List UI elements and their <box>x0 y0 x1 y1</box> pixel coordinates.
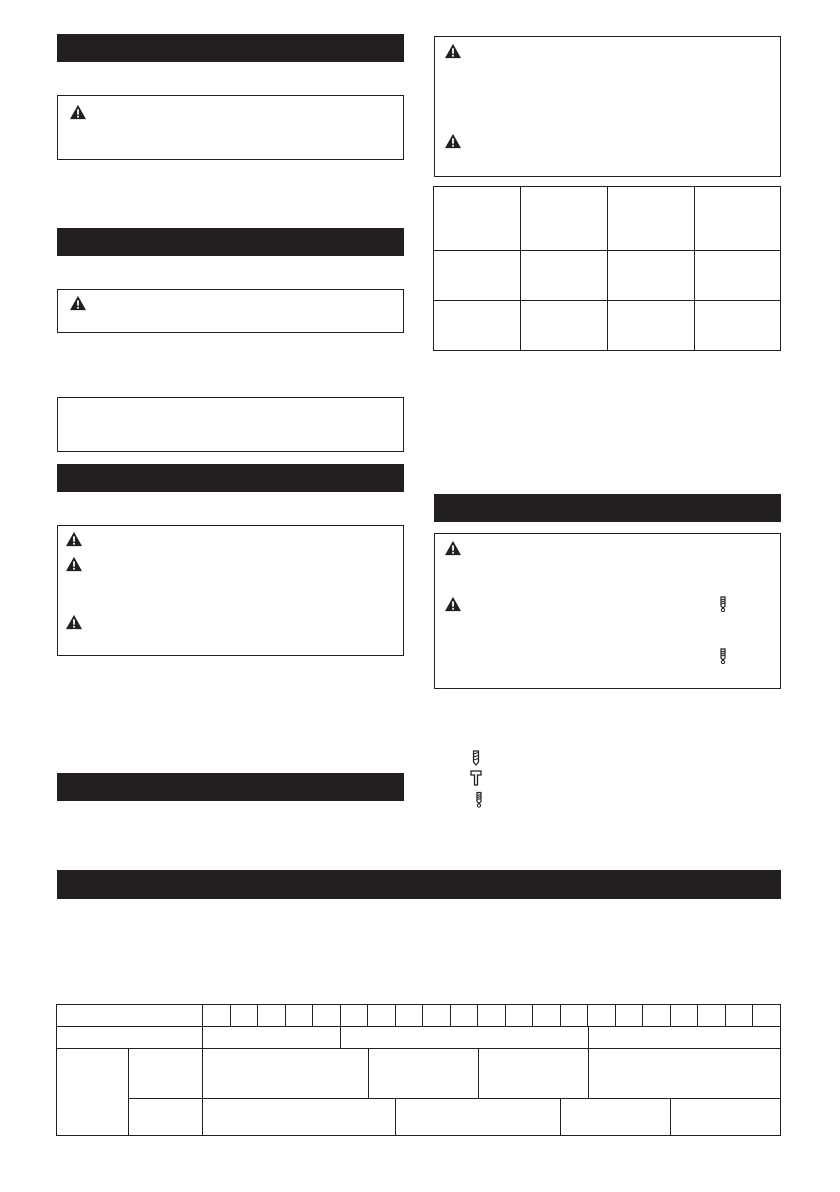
table-cell <box>395 1004 424 1027</box>
table-cell <box>588 1026 781 1049</box>
table-cell <box>725 1004 754 1027</box>
warning-icon <box>65 614 83 630</box>
table-cell <box>587 1004 616 1027</box>
warning-box <box>57 289 404 333</box>
table-cell <box>694 300 781 351</box>
warning-box <box>57 95 404 160</box>
table-cell <box>312 1004 341 1027</box>
drill-mode-icon <box>471 750 481 766</box>
warning-icon <box>65 556 83 572</box>
table-cell <box>202 1048 369 1099</box>
hammer-mode-icon <box>470 770 482 786</box>
table-cell <box>56 1026 203 1049</box>
table-cell <box>694 250 781 301</box>
table-cell <box>607 250 695 301</box>
torque-table <box>57 1005 782 1137</box>
warning-icon <box>444 540 462 556</box>
table-cell <box>433 186 521 251</box>
table-cell <box>615 1004 644 1027</box>
table-cell <box>257 1004 286 1027</box>
table-cell <box>450 1004 479 1027</box>
warning-icon <box>444 133 462 149</box>
table-cell <box>368 1048 479 1099</box>
table-cell <box>588 1048 781 1099</box>
table-cell <box>285 1004 314 1027</box>
table-cell <box>505 1004 534 1027</box>
table-cell <box>56 1004 203 1027</box>
warning-icon <box>444 596 462 612</box>
table-cell <box>230 1004 259 1027</box>
warning-icon <box>69 295 87 311</box>
table-cell <box>607 300 695 351</box>
table-cell <box>202 1098 396 1136</box>
table-cell <box>642 1004 671 1027</box>
table-cell <box>560 1004 589 1027</box>
table-cell <box>520 250 608 301</box>
section-heading-bar <box>57 34 404 62</box>
table-cell <box>367 1004 396 1027</box>
table-cell <box>340 1004 369 1027</box>
table-cell <box>520 300 608 351</box>
screw-mode-icon <box>474 791 484 808</box>
table-cell <box>422 1004 451 1027</box>
speed-table <box>434 187 781 351</box>
warning-box <box>57 525 404 656</box>
warning-box <box>434 533 781 689</box>
table-cell <box>128 1098 203 1136</box>
table-cell <box>670 1004 699 1027</box>
warning-icon <box>69 104 87 120</box>
table-cell <box>607 186 695 251</box>
table-cell <box>56 1048 129 1136</box>
table-cell <box>752 1004 781 1027</box>
table-cell <box>478 1048 589 1099</box>
note-box <box>57 397 404 452</box>
table-cell <box>202 1026 341 1049</box>
table-cell <box>670 1098 781 1136</box>
section-heading-bar <box>434 494 781 522</box>
table-cell <box>532 1004 561 1027</box>
screw-mode-icon <box>718 596 728 612</box>
warning-box <box>434 36 781 177</box>
table-cell <box>520 186 608 251</box>
table-cell <box>433 300 521 351</box>
table-cell <box>560 1098 671 1136</box>
section-heading-bar <box>57 464 404 492</box>
warning-icon <box>65 531 83 547</box>
warning-icon <box>444 43 462 59</box>
section-heading-bar <box>57 228 404 256</box>
section-heading-bar <box>57 773 404 801</box>
table-cell <box>395 1098 561 1136</box>
table-cell <box>694 186 781 251</box>
section-heading-bar <box>57 870 781 899</box>
table-cell <box>433 250 521 301</box>
table-cell <box>477 1004 506 1027</box>
table-cell <box>128 1048 203 1099</box>
table-cell <box>340 1026 589 1049</box>
table-cell <box>697 1004 726 1027</box>
table-cell <box>202 1004 231 1027</box>
screw-mode-icon <box>718 648 728 664</box>
